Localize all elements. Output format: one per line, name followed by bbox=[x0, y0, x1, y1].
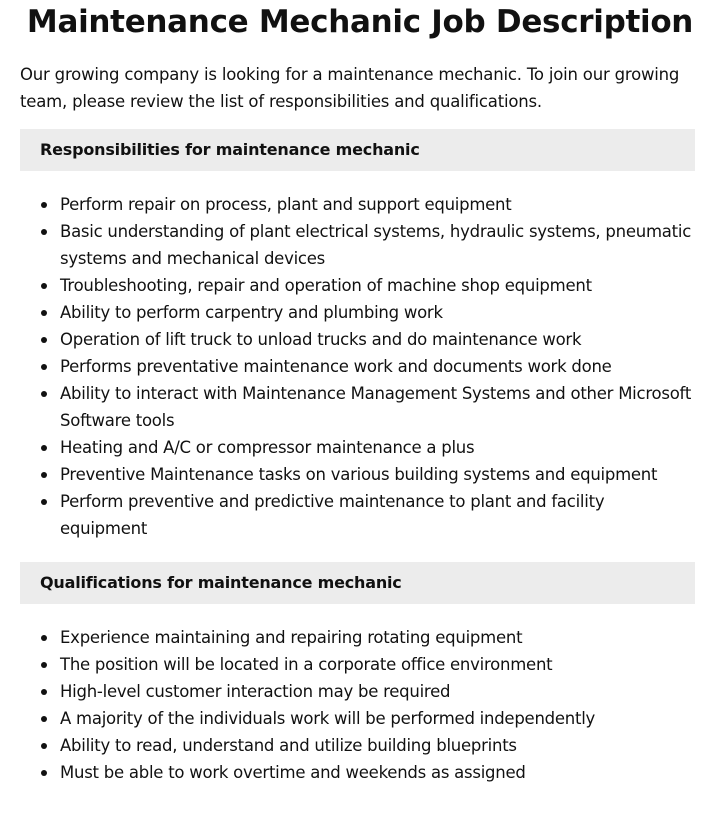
list-item: Heating and A/C or compressor maintenance a plus bbox=[20, 434, 695, 461]
list-item: Perform preventive and predictive maintenance to plant and facility equipment bbox=[20, 488, 695, 542]
responsibilities-list bbox=[20, 191, 695, 542]
qualifications-heading: Qualifications for maintenance mechanic bbox=[20, 562, 695, 604]
list-item: Operation of lift truck to unload trucks and do maintenance work bbox=[20, 326, 695, 353]
intro-paragraph: Our growing company is looking for a maintenance mechanic. To join our growing team, please review the list of responsibilities and qualifications. bbox=[20, 65, 680, 111]
list-item: Must be able to work overtime and weekends as assigned bbox=[20, 759, 695, 786]
list-item: Perform repair on process, plant and support equipment bbox=[20, 191, 695, 218]
list-item: High-level customer interaction may be required bbox=[20, 678, 695, 705]
list-item: Ability to perform carpentry and plumbing work bbox=[20, 299, 695, 326]
list-item: A majority of the individuals work will be performed independently bbox=[20, 705, 695, 732]
list-item: Preventive Maintenance tasks on various building systems and equipment bbox=[20, 461, 695, 488]
list-item: Troubleshooting, repair and operation of machine shop equipment bbox=[20, 272, 695, 299]
list-item: Ability to interact with Maintenance Management Systems and other Microsoft Software tools bbox=[20, 380, 695, 434]
list-item: The position will be located in a corporate office environment bbox=[20, 651, 695, 678]
list-item: Performs preventative maintenance work and documents work done bbox=[20, 353, 695, 380]
list-item: Basic understanding of plant electrical systems, hydraulic systems, pneumatic systems and mechanical devices bbox=[20, 218, 695, 272]
qualifications-list bbox=[20, 624, 695, 786]
list-item: Experience maintaining and repairing rotating equipment bbox=[20, 624, 695, 651]
responsibilities-heading: Responsibilities for maintenance mechanic bbox=[20, 129, 695, 171]
page-title: Maintenance Mechanic Job Description bbox=[26, 4, 694, 40]
list-item: Ability to read, understand and utilize building blueprints bbox=[20, 732, 695, 759]
